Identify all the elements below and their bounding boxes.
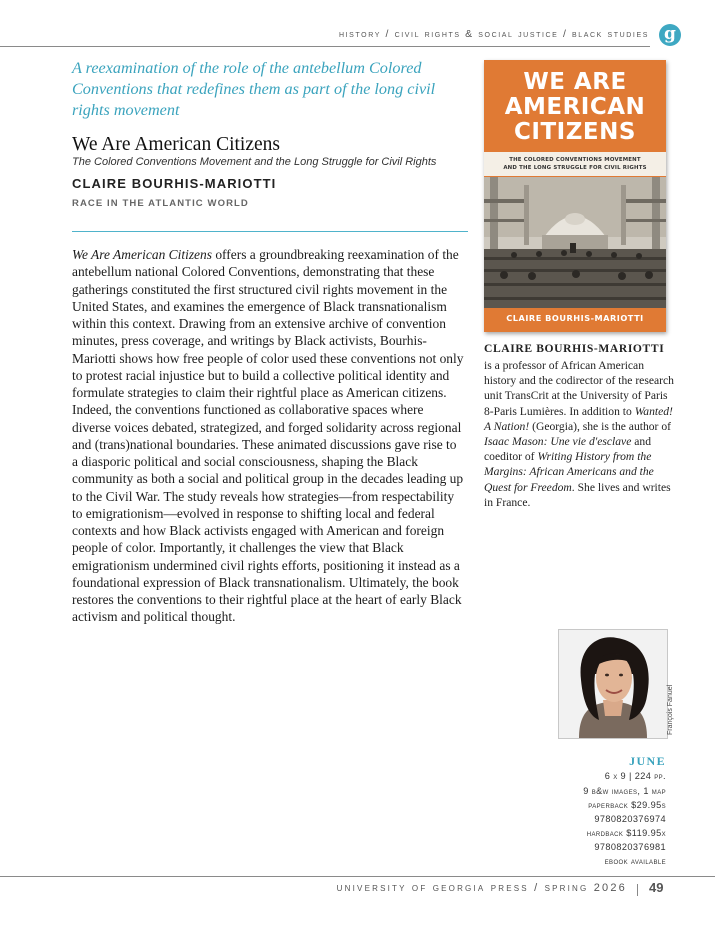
release-month: JUNE [629, 754, 666, 768]
author-portrait-image [559, 630, 667, 738]
bio-text: (Georgia), she is the author of [529, 419, 671, 433]
bio-text: and coeditor of [484, 435, 651, 464]
header-rule [0, 46, 650, 47]
paperback-price: paperback $29.95s [588, 800, 666, 810]
cover-author: CLAIRE BOURHIS-MARIOTTI [506, 313, 644, 323]
header-categories: history / civil rights & social justice / black studies [338, 28, 649, 40]
description-lead-title: We Are American Citizens [72, 247, 212, 262]
book-series: RACE IN THE ATLANTIC WORLD [72, 198, 249, 209]
page-number: 49 [649, 880, 664, 895]
book-description [72, 246, 464, 626]
paperback-isbn: 9780820376974 [594, 814, 666, 824]
footer-rule [0, 876, 715, 877]
cover-subtitle-line: AND THE LONG STRUGGLE FOR CIVIL RIGHTS [503, 165, 647, 171]
cover-title-line: WE ARE [523, 69, 627, 95]
book-tagline: A reexamination of the role of the antebellum Colored Conventions that redefines them as part of the long civil rights movement [72, 59, 436, 119]
footer-separator [637, 884, 638, 896]
photo-credit: François Fanuel [667, 684, 674, 735]
footer-text: university of georgia press / spring 2026 [336, 882, 627, 894]
hardback-price: hardback $119.95x [586, 828, 666, 838]
author-photo [558, 629, 668, 739]
illustrations: 9 b&w images, 1 map [583, 786, 666, 796]
book-title: We Are American Citizens [72, 134, 280, 155]
book-subtitle: The Colored Conventions Movement and the Long Struggle for Civil Rights [72, 156, 437, 168]
cover-engraving-illustration [484, 177, 666, 308]
bio-text: is a professor of African American history and the codirector of the research unit TransCrit at the University of Paris 8-Paris Lumières. In addition to [484, 359, 674, 418]
cover-subtitle-line: THE COLORED CONVENTIONS MOVEMENT [509, 157, 641, 163]
book-cover [484, 60, 666, 332]
book-author: CLAIRE BOURHIS-MARIOTTI [72, 176, 277, 191]
section-divider [72, 231, 468, 232]
hardback-isbn: 9780820376981 [594, 842, 666, 852]
cover-subtitle [484, 156, 666, 172]
author-bio [484, 358, 674, 510]
cover-title-line: CITIZENS [514, 119, 636, 145]
bio-author-name: CLAIRE BOURHIS-MARIOTTI [484, 342, 665, 355]
description-body: offers a groundbreaking reexamination of the antebellum national Colored Conventions, demonstrating that these gatherings constituted the first structured civil rights movement in the United States, and examines the emergence of Black transnationalism within this context. Drawing from an extensive archive of convention minutes, press coverage, and writings by Black activists, Bourhis-Mariotti shows how free people of color used these conventions not only to protest racial injustice but to build a collective political identity and formulate strategies to claim their rightful place as American citizens. Indeed, the conventions functioned as collaborative spaces where diverse voices debated, strategized, and forged solidarity across regional and (trans)national boundaries. These animated discussions gave rise to a diasporic political and social consciousness, shaping the Black community as both a social and political group in the decades leading up to the Civil War. The study reveals how strategies—from respectability to emigrationism—evolved in response to shifting local and federal contexts and how Black activists engaged with American and foreign people of color. Importantly, it challenges the view that Black emigrationism undermined civil rights efforts, positioning it instead as a foundational expression of Black transnationalism. Ultimately, the book restores the conventions to their rightful place at the heart of early Black activism and political thought. [72, 247, 464, 625]
cover-title-line: AMERICAN [504, 94, 646, 120]
bio-text: . She lives and writes in France. [484, 480, 671, 509]
cover-title [484, 70, 666, 145]
bio-work-title: Wanted! A Nation! [484, 404, 673, 433]
ebook-availability: ebook available [604, 856, 666, 866]
bio-work-title: Writing History from the Margins: African Americans and the Quest for Freedom [484, 450, 654, 494]
trim-size-pages: 6 x 9 | 224 pp. [604, 771, 666, 781]
press-logo-icon: g [659, 24, 681, 46]
bio-work-title: Isaac Mason: Une vie d'esclave [484, 435, 632, 449]
